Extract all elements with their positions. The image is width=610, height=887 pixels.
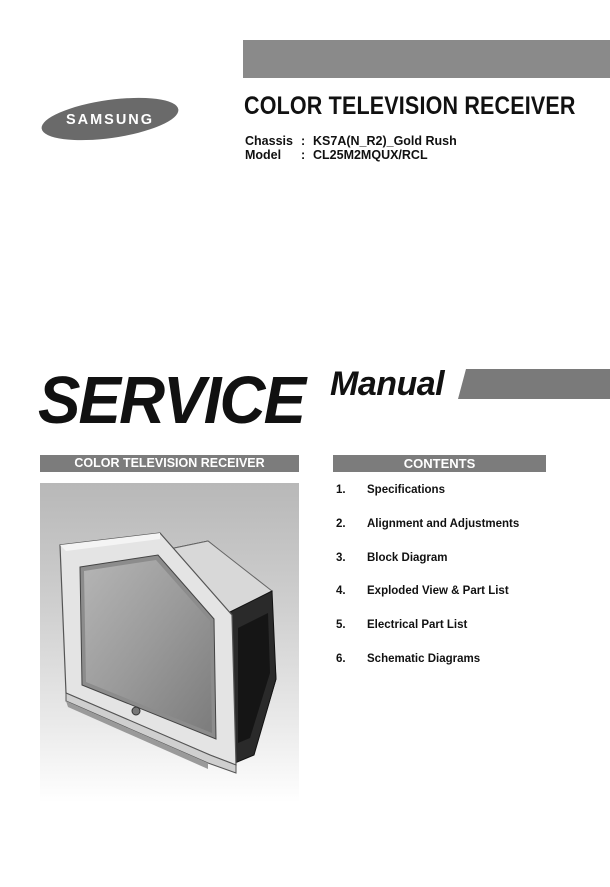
contents-item-number: 2. <box>336 517 346 530</box>
chassis-row <box>245 134 457 148</box>
contents-item-number: 5. <box>336 619 346 632</box>
chassis-separator: : <box>301 134 306 148</box>
samsung-logo <box>40 97 180 141</box>
contents-item-label: Specifications <box>367 484 445 496</box>
samsung-logo-text: SAMSUNG <box>65 112 155 128</box>
model-info <box>245 134 457 162</box>
contents-item-number: 6. <box>336 653 346 665</box>
top-gray-bar <box>243 40 610 78</box>
contents-item-label: Exploded View & Part List <box>367 585 509 598</box>
product-heading: COLOR TELEVISION RECEIVER <box>40 455 299 472</box>
contents-heading: CONTENTS <box>333 455 546 472</box>
model-separator: : <box>301 148 306 162</box>
manual-gray-bar <box>458 369 610 399</box>
contents-item-label: Electrical Part List <box>367 619 468 632</box>
page-title: COLOR TELEVISION RECEIVER <box>244 92 576 120</box>
model-value: CL25M2MQUX/RCL <box>313 148 428 162</box>
manual-heading: Manual <box>330 365 445 403</box>
chassis-label: Chassis <box>245 134 293 148</box>
contents-item-number: 3. <box>336 551 346 564</box>
model-row <box>245 148 457 162</box>
contents-item-label: Block Diagram <box>367 551 448 564</box>
service-heading: SERVICE <box>38 363 305 438</box>
chassis-value: KS7A(N_R2)_Gold Rush <box>313 134 457 148</box>
contents-item-number: 1. <box>336 484 346 496</box>
tv-illustration <box>40 483 299 803</box>
contents-item-label: Alignment and Adjustments <box>367 517 520 530</box>
contents-item-label: Schematic Diagrams <box>367 653 481 665</box>
contents-item-number: 4. <box>336 585 346 598</box>
tv-image-panel <box>40 483 299 803</box>
model-label: Model <box>245 148 282 162</box>
